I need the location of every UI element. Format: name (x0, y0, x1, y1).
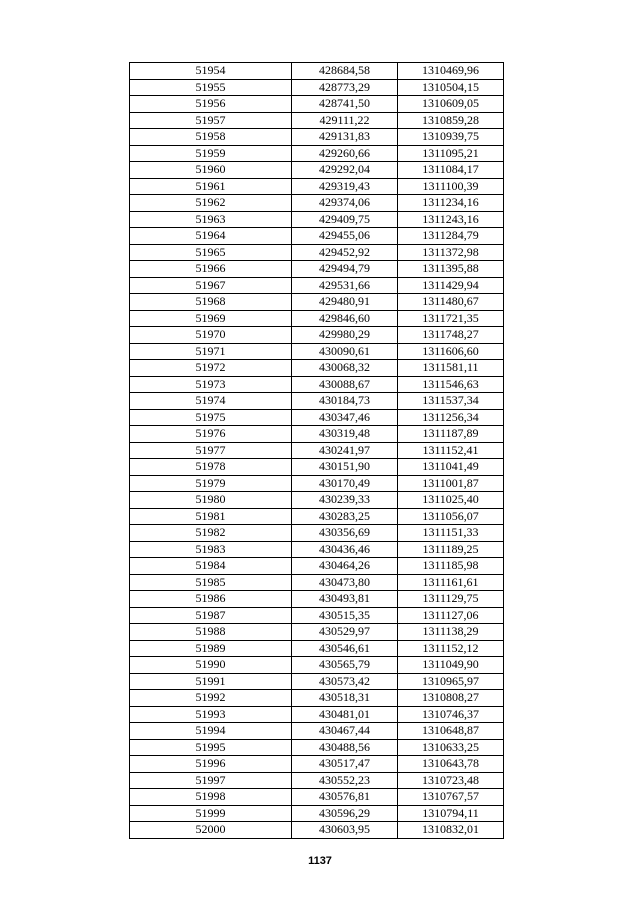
page-number: 1137 (308, 855, 332, 867)
table-row (130, 558, 504, 575)
point-number-cell: 51954 (130, 63, 292, 80)
x-coordinate-cell: 430596,29 (292, 805, 398, 822)
y-coordinate-cell: 1310504,15 (398, 79, 504, 96)
point-number-cell: 51998 (130, 789, 292, 806)
point-number-cell: 51989 (130, 640, 292, 657)
table-row (130, 624, 504, 641)
point-number-cell: 51977 (130, 442, 292, 459)
coordinates-table-body (130, 63, 504, 839)
y-coordinate-cell: 1311606,60 (398, 343, 504, 360)
y-coordinate-cell: 1310794,11 (398, 805, 504, 822)
y-coordinate-cell: 1311127,06 (398, 607, 504, 624)
table-row (130, 343, 504, 360)
y-coordinate-cell: 1310469,96 (398, 63, 504, 80)
y-coordinate-cell: 1310648,87 (398, 723, 504, 740)
y-coordinate-cell: 1310859,28 (398, 112, 504, 129)
x-coordinate-cell: 430481,01 (292, 706, 398, 723)
y-coordinate-cell: 1311284,79 (398, 228, 504, 245)
y-coordinate-cell: 1310723,48 (398, 772, 504, 789)
x-coordinate-cell: 430493,81 (292, 591, 398, 608)
y-coordinate-cell: 1311095,21 (398, 145, 504, 162)
point-number-cell: 51971 (130, 343, 292, 360)
y-coordinate-cell: 1311100,39 (398, 178, 504, 195)
x-coordinate-cell: 430347,46 (292, 409, 398, 426)
table-row (130, 261, 504, 278)
x-coordinate-cell: 430356,69 (292, 525, 398, 542)
y-coordinate-cell: 1310939,75 (398, 129, 504, 146)
y-coordinate-cell: 1311372,98 (398, 244, 504, 261)
x-coordinate-cell: 429131,83 (292, 129, 398, 146)
point-number-cell: 51973 (130, 376, 292, 393)
table-row (130, 607, 504, 624)
table-row (130, 63, 504, 80)
y-coordinate-cell: 1311001,87 (398, 475, 504, 492)
point-number-cell: 51981 (130, 508, 292, 525)
point-number-cell: 52000 (130, 822, 292, 839)
x-coordinate-cell: 429494,79 (292, 261, 398, 278)
point-number-cell: 51994 (130, 723, 292, 740)
point-number-cell: 51978 (130, 459, 292, 476)
x-coordinate-cell: 429846,60 (292, 310, 398, 327)
x-coordinate-cell: 430436,46 (292, 541, 398, 558)
point-number-cell: 51974 (130, 393, 292, 410)
point-number-cell: 51996 (130, 756, 292, 773)
x-coordinate-cell: 430464,26 (292, 558, 398, 575)
x-coordinate-cell: 430529,97 (292, 624, 398, 641)
point-number-cell: 51980 (130, 492, 292, 509)
y-coordinate-cell: 1311480,67 (398, 294, 504, 311)
table-row (130, 475, 504, 492)
point-number-cell: 51985 (130, 574, 292, 591)
table-row (130, 195, 504, 212)
y-coordinate-cell: 1311151,33 (398, 525, 504, 542)
y-coordinate-cell: 1311056,07 (398, 508, 504, 525)
x-coordinate-cell: 430518,31 (292, 690, 398, 707)
y-coordinate-cell: 1311152,12 (398, 640, 504, 657)
table-row (130, 96, 504, 113)
table-row (130, 591, 504, 608)
y-coordinate-cell: 1310746,37 (398, 706, 504, 723)
table-row (130, 178, 504, 195)
y-coordinate-cell: 1310643,78 (398, 756, 504, 773)
table-row (130, 574, 504, 591)
x-coordinate-cell: 430283,25 (292, 508, 398, 525)
table-row (130, 723, 504, 740)
table-row (130, 360, 504, 377)
table-row (130, 294, 504, 311)
point-number-cell: 51976 (130, 426, 292, 443)
point-number-cell: 51983 (130, 541, 292, 558)
y-coordinate-cell: 1311129,75 (398, 591, 504, 608)
x-coordinate-cell: 430488,56 (292, 739, 398, 756)
point-number-cell: 51966 (130, 261, 292, 278)
x-coordinate-cell: 430467,44 (292, 723, 398, 740)
y-coordinate-cell: 1311025,40 (398, 492, 504, 509)
x-coordinate-cell: 430573,42 (292, 673, 398, 690)
y-coordinate-cell: 1311748,27 (398, 327, 504, 344)
y-coordinate-cell: 1311084,17 (398, 162, 504, 179)
y-coordinate-cell: 1311189,25 (398, 541, 504, 558)
table-row (130, 525, 504, 542)
point-number-cell: 51995 (130, 739, 292, 756)
point-number-cell: 51970 (130, 327, 292, 344)
x-coordinate-cell: 430184,73 (292, 393, 398, 410)
point-number-cell: 51968 (130, 294, 292, 311)
x-coordinate-cell: 430473,80 (292, 574, 398, 591)
x-coordinate-cell: 428773,29 (292, 79, 398, 96)
point-number-cell: 51956 (130, 96, 292, 113)
point-number-cell: 51990 (130, 657, 292, 674)
table-row (130, 442, 504, 459)
y-coordinate-cell: 1311256,34 (398, 409, 504, 426)
x-coordinate-cell: 430068,32 (292, 360, 398, 377)
x-coordinate-cell: 429292,04 (292, 162, 398, 179)
y-coordinate-cell: 1311581,11 (398, 360, 504, 377)
x-coordinate-cell: 429260,66 (292, 145, 398, 162)
point-number-cell: 51972 (130, 360, 292, 377)
table-row (130, 739, 504, 756)
point-number-cell: 51959 (130, 145, 292, 162)
coordinates-table (129, 62, 504, 839)
y-coordinate-cell: 1311537,34 (398, 393, 504, 410)
point-number-cell: 51960 (130, 162, 292, 179)
x-coordinate-cell: 430515,35 (292, 607, 398, 624)
table-row (130, 541, 504, 558)
x-coordinate-cell: 428684,58 (292, 63, 398, 80)
point-number-cell: 51997 (130, 772, 292, 789)
point-number-cell: 51982 (130, 525, 292, 542)
y-coordinate-cell: 1311187,89 (398, 426, 504, 443)
point-number-cell: 51963 (130, 211, 292, 228)
y-coordinate-cell: 1311395,88 (398, 261, 504, 278)
point-number-cell: 51957 (130, 112, 292, 129)
x-coordinate-cell: 430088,67 (292, 376, 398, 393)
point-number-cell: 51984 (130, 558, 292, 575)
point-number-cell: 51991 (130, 673, 292, 690)
y-coordinate-cell: 1311546,63 (398, 376, 504, 393)
x-coordinate-cell: 429455,06 (292, 228, 398, 245)
table-row (130, 426, 504, 443)
table-row (130, 211, 504, 228)
y-coordinate-cell: 1311138,29 (398, 624, 504, 641)
table-row (130, 129, 504, 146)
x-coordinate-cell: 429531,66 (292, 277, 398, 294)
x-coordinate-cell: 428741,50 (292, 96, 398, 113)
table-row (130, 277, 504, 294)
x-coordinate-cell: 430239,33 (292, 492, 398, 509)
x-coordinate-cell: 429111,22 (292, 112, 398, 129)
y-coordinate-cell: 1311049,90 (398, 657, 504, 674)
point-number-cell: 51988 (130, 624, 292, 641)
point-number-cell: 51955 (130, 79, 292, 96)
x-coordinate-cell: 430241,97 (292, 442, 398, 459)
point-number-cell: 51986 (130, 591, 292, 608)
point-number-cell: 51975 (130, 409, 292, 426)
point-number-cell: 51999 (130, 805, 292, 822)
table-row (130, 756, 504, 773)
table-row (130, 327, 504, 344)
table-row (130, 228, 504, 245)
y-coordinate-cell: 1311152,41 (398, 442, 504, 459)
table-row (130, 772, 504, 789)
table-row (130, 492, 504, 509)
table-row (130, 79, 504, 96)
table-row (130, 657, 504, 674)
point-number-cell: 51962 (130, 195, 292, 212)
y-coordinate-cell: 1311041,49 (398, 459, 504, 476)
table-row (130, 310, 504, 327)
y-coordinate-cell: 1311429,94 (398, 277, 504, 294)
table-row (130, 690, 504, 707)
table-row (130, 673, 504, 690)
point-number-cell: 51964 (130, 228, 292, 245)
x-coordinate-cell: 429480,91 (292, 294, 398, 311)
table-row (130, 145, 504, 162)
point-number-cell: 51969 (130, 310, 292, 327)
table-row (130, 706, 504, 723)
point-number-cell: 51987 (130, 607, 292, 624)
x-coordinate-cell: 430090,61 (292, 343, 398, 360)
y-coordinate-cell: 1310832,01 (398, 822, 504, 839)
x-coordinate-cell: 430552,23 (292, 772, 398, 789)
x-coordinate-cell: 429374,06 (292, 195, 398, 212)
y-coordinate-cell: 1311161,61 (398, 574, 504, 591)
table-row (130, 376, 504, 393)
y-coordinate-cell: 1310767,57 (398, 789, 504, 806)
table-row (130, 805, 504, 822)
x-coordinate-cell: 430603,95 (292, 822, 398, 839)
table-row (130, 112, 504, 129)
table-row (130, 640, 504, 657)
x-coordinate-cell: 430576,81 (292, 789, 398, 806)
y-coordinate-cell: 1311721,35 (398, 310, 504, 327)
table-row (130, 508, 504, 525)
x-coordinate-cell: 429980,29 (292, 327, 398, 344)
y-coordinate-cell: 1310965,97 (398, 673, 504, 690)
y-coordinate-cell: 1310633,25 (398, 739, 504, 756)
y-coordinate-cell: 1311243,16 (398, 211, 504, 228)
table-row (130, 409, 504, 426)
table-row (130, 822, 504, 839)
table-row (130, 393, 504, 410)
point-number-cell: 51961 (130, 178, 292, 195)
x-coordinate-cell: 430546,61 (292, 640, 398, 657)
x-coordinate-cell: 430565,79 (292, 657, 398, 674)
point-number-cell: 51992 (130, 690, 292, 707)
point-number-cell: 51958 (130, 129, 292, 146)
y-coordinate-cell: 1311185,98 (398, 558, 504, 575)
x-coordinate-cell: 430170,49 (292, 475, 398, 492)
point-number-cell: 51979 (130, 475, 292, 492)
x-coordinate-cell: 430319,48 (292, 426, 398, 443)
table-row (130, 162, 504, 179)
x-coordinate-cell: 430517,47 (292, 756, 398, 773)
table-row (130, 789, 504, 806)
table-row (130, 459, 504, 476)
x-coordinate-cell: 429452,92 (292, 244, 398, 261)
y-coordinate-cell: 1310808,27 (398, 690, 504, 707)
y-coordinate-cell: 1311234,16 (398, 195, 504, 212)
x-coordinate-cell: 429409,75 (292, 211, 398, 228)
table-row (130, 244, 504, 261)
point-number-cell: 51967 (130, 277, 292, 294)
x-coordinate-cell: 430151,90 (292, 459, 398, 476)
point-number-cell: 51993 (130, 706, 292, 723)
x-coordinate-cell: 429319,43 (292, 178, 398, 195)
point-number-cell: 51965 (130, 244, 292, 261)
y-coordinate-cell: 1310609,05 (398, 96, 504, 113)
